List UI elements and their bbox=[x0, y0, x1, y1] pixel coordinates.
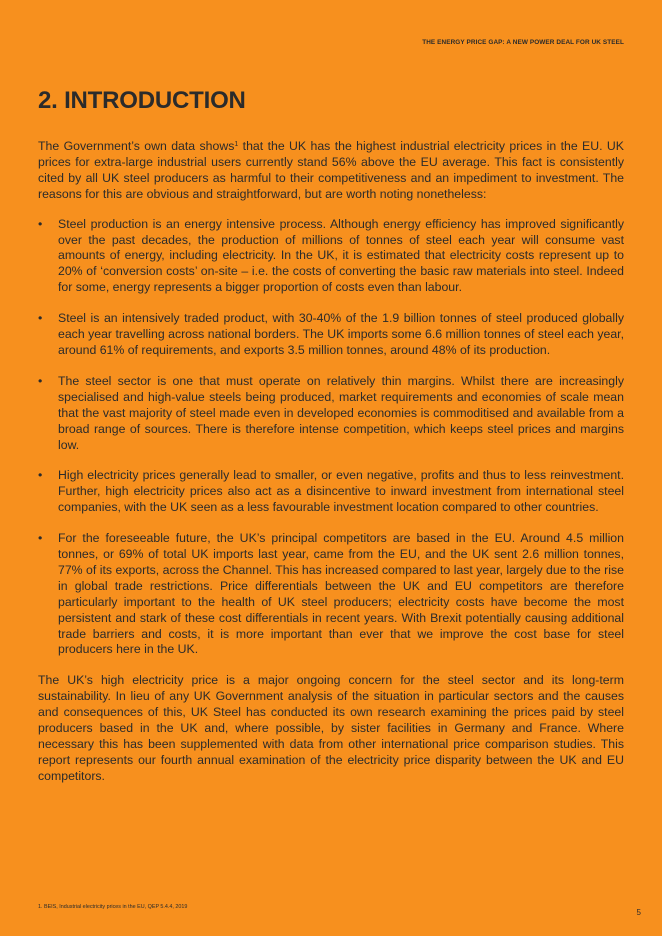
bullet-item bbox=[38, 217, 624, 297]
section-title: 2. INTRODUCTION bbox=[38, 87, 246, 114]
footnote: 1. BEIS, Industrial electricity prices in the EU, QEP 5.4.4, 2019 bbox=[38, 904, 188, 910]
intro-paragraph bbox=[38, 139, 624, 203]
body-content bbox=[38, 139, 624, 785]
bullet-icon: • bbox=[38, 311, 43, 326]
bullet-icon: • bbox=[38, 216, 43, 231]
bullet-list bbox=[38, 217, 624, 659]
intro-text-start: The Government’s own data shows bbox=[38, 139, 235, 153]
bullet-icon: • bbox=[38, 531, 43, 546]
bullet-item bbox=[38, 468, 624, 516]
bullet-item bbox=[38, 374, 624, 454]
bullet-text: Steel production is an energy intensive process. Although energy efficiency has improved significantly over the past decades, the production of millions of tonnes of steel each year will consume vast amounts of energy, including electricity. In the UK, it is estimated that electricity costs represent up to 20% of ‘conversion costs’ on-site – i.e. the costs of converting the basic raw materials into steel. Indeed for some, energy represents a bigger proportion of costs even than labour. bbox=[58, 216, 624, 295]
bullet-icon: • bbox=[38, 468, 43, 483]
intro-text-end: that the UK has the highest industrial electricity prices in the EU. UK prices for extra-large industrial users currently stand 56% above the EU average. This fact is consistently cited by all UK steel producers as harmful to their competitiveness and an impediment to investment. The reasons for this are obvious and straightforward, but are worth noting nonetheless: bbox=[38, 139, 625, 201]
bullet-text: High electricity prices generally lead to smaller, or even negative, profits and thus to less reinvestment. Further, high electricity prices also act as a disincentive to inward investment from international steel companies, with the UK seen as a less favourable investment location compared to other countries. bbox=[58, 468, 624, 515]
footnote-reference[interactable]: 1 bbox=[234, 141, 239, 148]
closing-paragraph: The UK’s high electricity price is a major ongoing concern for the steel sector and its long-term sustainability. In lieu of any UK Government analysis of the situation in particular sectors and the causes and consequences of this, UK Steel has conducted its own research examining the prices paid by steel producers based in the UK and, where possible, by sister facilities in Germany and France. Where necessary this has been supplemented with data from other international price comparison studies. This report represents our fourth annual examination of the electricity price disparity between the UK and EU competitors. bbox=[38, 673, 624, 783]
bullet-item bbox=[38, 311, 624, 359]
running-header: THE ENERGY PRICE GAP: A NEW POWER DEAL FOR UK STEEL bbox=[422, 39, 624, 46]
bullet-icon: • bbox=[38, 373, 43, 388]
bullet-text: For the foreseeable future, the UK’s principal competitors are based in the EU. Around 4.5 million tonnes, or 69% of total UK imports last year, came from the EU, and the UK sent 2.6 million tonnes, 77% of its exports, across the Channel. This has increased compared to last year, largely due to the rise in global trade restrictions. Price differentials between the UK and EU competitors are therefore particularly important to the health of UK steel producers; electricity costs have become the most persistent and stark of these cost differentials in recent years. With Brexit potentially causing additional trade barriers and costs, it is more important than ever that we improve the cost base for steel producers here in the UK. bbox=[58, 531, 624, 657]
bullet-text: The steel sector is one that must operate on relatively thin margins. Whilst there are increasingly specialised and high-value steels being produced, market requirements and economies of scale mean that the vast majority of steel made even in developed economies is commoditised and available from a broad range of sources. There is therefore intense competition, which keeps steel prices and margins low. bbox=[58, 373, 624, 452]
bullet-item bbox=[38, 531, 624, 658]
page-number: 5 bbox=[636, 908, 641, 917]
bullet-text: Steel is an intensively traded product, with 30-40% of the 1.9 billion tonnes of steel produced globally each year travelling across national borders. The UK imports some 6.6 million tonnes of steel each year, around 61% of requirements, and exports 3.5 million tonnes, around 48% of its production. bbox=[58, 311, 624, 357]
